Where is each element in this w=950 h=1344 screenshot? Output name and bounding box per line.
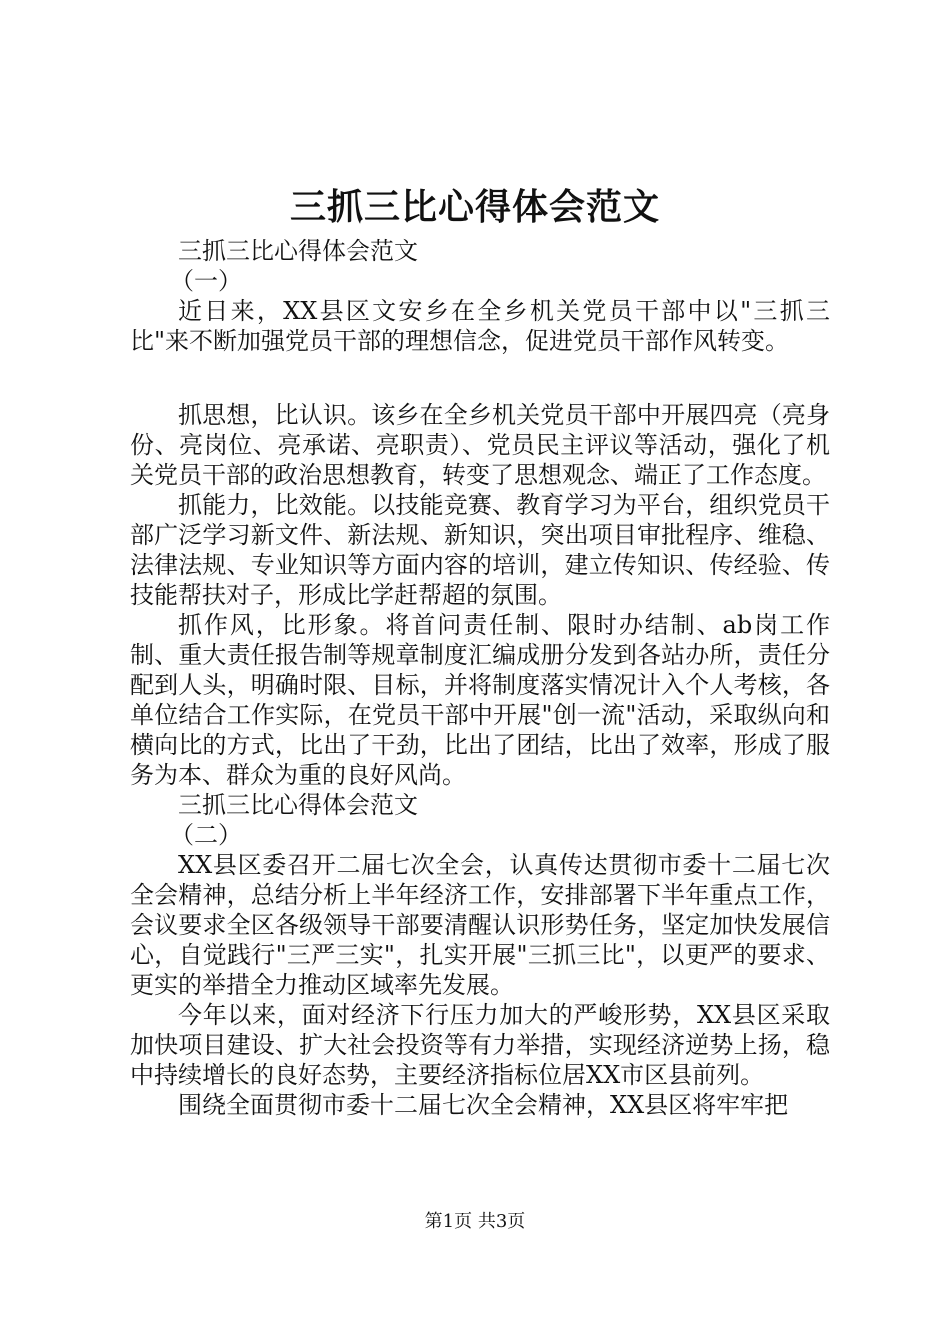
body-paragraph: XX县区委召开二届七次全会，认真传达贯彻市委十二届七次全会精神，总结分析上半年经济工作，安排部署下半年重点工作，会议要求全区各级领导干部要清醒认识形势任务，坚定加快发展信心，自觉践行"三严三实"，扎实开展"三抓三比"，以更严的要求、更实的举措全力推动区域率先发展。 [130, 851, 830, 999]
section-number-1: （一） [170, 267, 242, 295]
page-footer: 第1页 共3页 [424, 1211, 526, 1232]
body-paragraph: 今年以来，面对经济下行压力加大的严峻形势，XX县区采取加快项目建设、扩大社会投资等有力举措，实现经济逆势上扬，稳中持续增长的良好态势，主要经济指标位居XX市区县前列。 [130, 1001, 830, 1089]
section-number-2: （二） [170, 821, 242, 849]
body-paragraph: 近日来，XX县区文安乡在全乡机关党员干部中以"三抓三比"来不断加强党员干部的理想信念，促进党员干部作风转变。 [130, 297, 830, 355]
body-paragraph: 抓能力，比效能。以技能竞赛、教育学习为平台，组织党员干部广泛学习新文件、新法规、新知识，突出项目审批程序、维稳、法律法规、专业知识等方面内容的培训，建立传知识、传经验、传技能帮扶对子，形成比学赶帮超的氛围。 [130, 491, 830, 609]
body-paragraph: 抓作风，比形象。将首问责任制、限时办结制、ab岗工作制、重大责任报告制等规章制度汇编成册分发到各站办所，责任分配到人头，明确时限、目标，并将制度落实情况计入个人考核，各单位结合工作实际，在党员干部中开展"创一流"活动，采取纵向和横向比的方式，比出了干劲，比出了团结，比出了效率，形成了服务为本、群众为重的良好风尚。 [130, 611, 830, 789]
section-heading-2: 三抓三比心得体会范文 [178, 791, 418, 819]
blank-line [130, 356, 830, 386]
body-paragraph: 围绕全面贯彻市委十二届七次全会精神，XX县区将牢牢把 [178, 1091, 789, 1119]
body-paragraph: 抓思想，比认识。该乡在全乡机关党员干部中开展四亮（亮身份、亮岗位、亮承诺、亮职责）、党员民主评议等活动，强化了机关党员干部的政治思想教育，转变了思想观念、端正了工作态度。 [130, 401, 830, 489]
document-title: 三抓三比心得体会范文 [289, 186, 660, 228]
section-heading-1: 三抓三比心得体会范文 [178, 237, 418, 265]
document-body [130, 236, 830, 1120]
